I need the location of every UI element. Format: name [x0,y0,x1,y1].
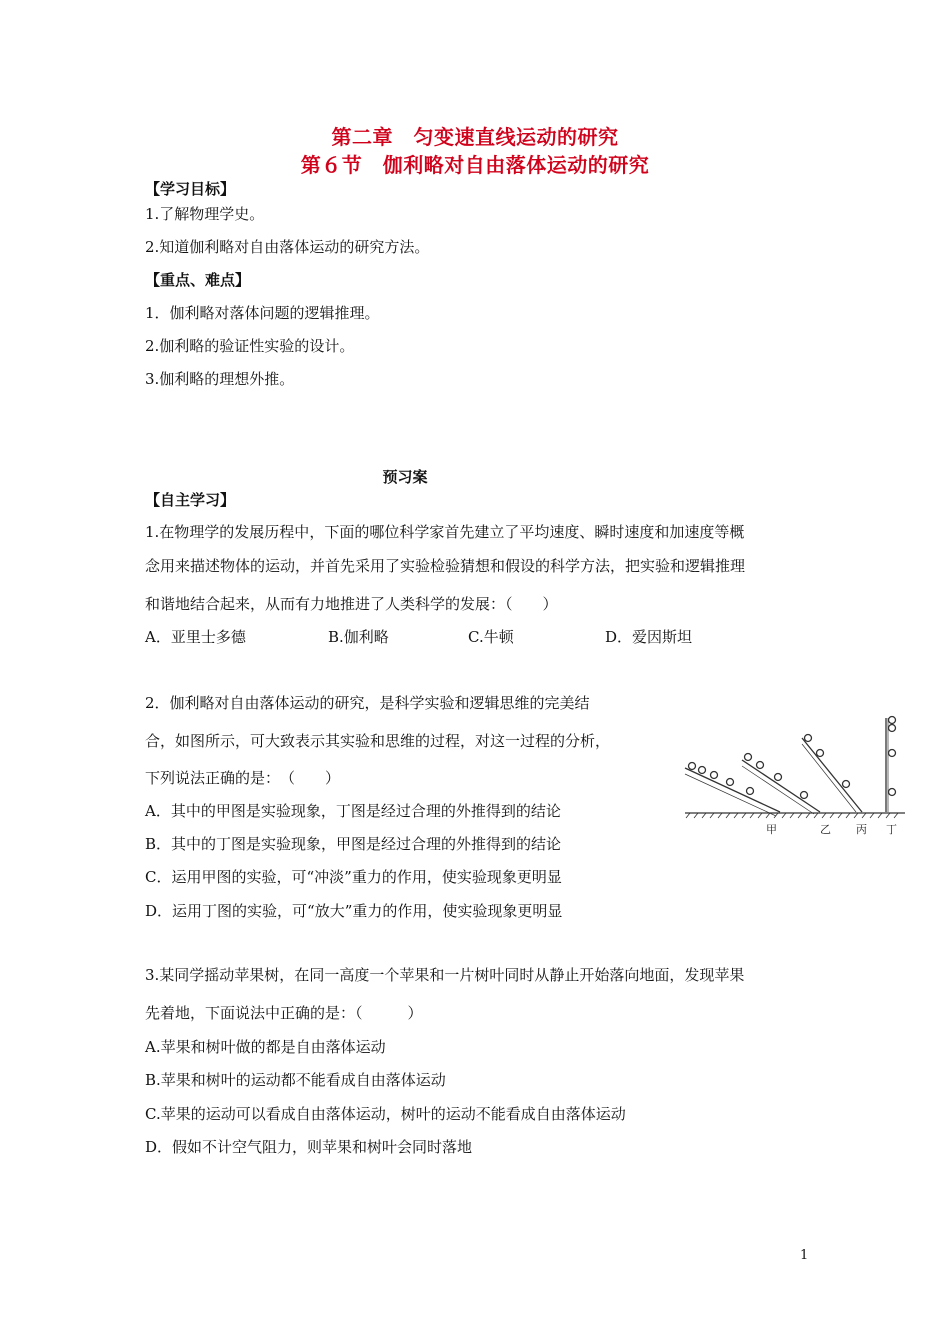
objectives-heading: 【学习目标】 [145,180,236,198]
ball [889,789,896,796]
key-point-item: 2.伽利略的验证性实验的设计。 [145,337,355,355]
ball [699,767,706,774]
ball [727,779,734,786]
incline-bing [802,738,862,812]
incline-jia [685,768,780,812]
q3-option-b: B.苹果和树叶的运动都不能看成自由落体运动 [145,1071,446,1089]
q1-option-d: D．爱因斯坦 [605,628,693,646]
q1-line: 念用来描述物体的运动，并首先采用了实验检验猜想和假设的科学方法，把实验和逻辑推理 [145,557,746,575]
q1-line: 和谐地结合起来，从而有力地推进了人类科学的发展：（ ） [145,595,558,613]
preview-heading: 预习案 [382,468,428,486]
q3-option-d: D．假如不计空气阻力，则苹果和树叶会同时落地 [145,1138,473,1156]
figure-label-bing: 丙 [856,823,867,836]
key-point-item: 3.伽利略的理想外推。 [145,370,295,388]
ball [889,750,896,757]
ball [817,750,824,757]
ground-hatching [686,813,898,818]
q2-option-c: C．运用甲图的实验，可“冲淡”重力的作用，使实验现象更明显 [145,868,562,886]
q3-option-c: C.苹果的运动可以看成自由落体运动，树叶的运动不能看成自由落体运动 [145,1105,626,1123]
q2-line: 合，如图所示，可大致表示其实验和思维的过程，对这一过程的分析， [145,732,611,750]
q2-option-b: B．其中的丁图是实验现象，甲图是经过合理的外推得到的结论 [145,835,562,853]
ball [689,763,696,770]
q2-line: 下列说法正确的是： （ ） [145,769,341,787]
incline-yi [742,760,820,812]
ball [843,781,850,788]
q2-option-a: A．其中的甲图是实验现象，丁图是经过合理的外推得到的结论 [145,802,561,820]
galileo-incline-figure [680,708,912,848]
q2-line: 2．伽利略对自由落体运动的研究，是科学实验和逻辑思维的完美结 [145,694,590,712]
figure-label-ding: 丁 [886,823,897,836]
figure-label-yi: 乙 [820,823,831,836]
ball [889,717,896,724]
ball [747,788,754,795]
ball [757,762,764,769]
page-number: 1 [800,1248,809,1263]
ball [889,725,896,732]
q1-option-b: B.伽利略 [328,628,389,646]
objective-item: 2.知道伽利略对自由落体运动的研究方法。 [145,238,430,256]
q3-option-a: A.苹果和树叶做的都是自由落体运动 [145,1038,386,1056]
q3-line: 3.某同学摇动苹果树，在同一高度一个苹果和一片树叶同时从静止开始落向地面，发现苹果 [145,966,745,984]
key-points-heading: 【重点、难点】 [145,271,251,289]
objective-item: 1.了解物理学史。 [145,205,265,223]
q2-option-d: D．运用丁图的实验，可“放大”重力的作用，使实验现象更明显 [145,902,563,920]
ball [775,774,782,781]
figure-label-jia: 甲 [766,823,777,836]
q3-line: 先着地，下面说法中正确的是：（ ） [145,1004,423,1022]
q1-option-a: A．亚里士多德 [145,628,246,646]
self-study-heading: 【自主学习】 [145,491,236,509]
chapter-title: 第二章 匀变速直线运动的研究 [331,125,619,149]
key-point-item: 1．伽利略对落体问题的逻辑推理。 [145,304,380,322]
ball [745,754,752,761]
ball [711,772,718,779]
ball [805,735,812,742]
q1-line: 1.在物理学的发展历程中，下面的哪位科学家首先建立了平均速度、瞬时速度和加速度等概 [145,523,745,541]
q1-option-c: C.牛顿 [468,628,514,646]
ball [801,792,808,799]
section-title: 第６节 伽利略对自由落体运动的研究 [300,153,650,177]
